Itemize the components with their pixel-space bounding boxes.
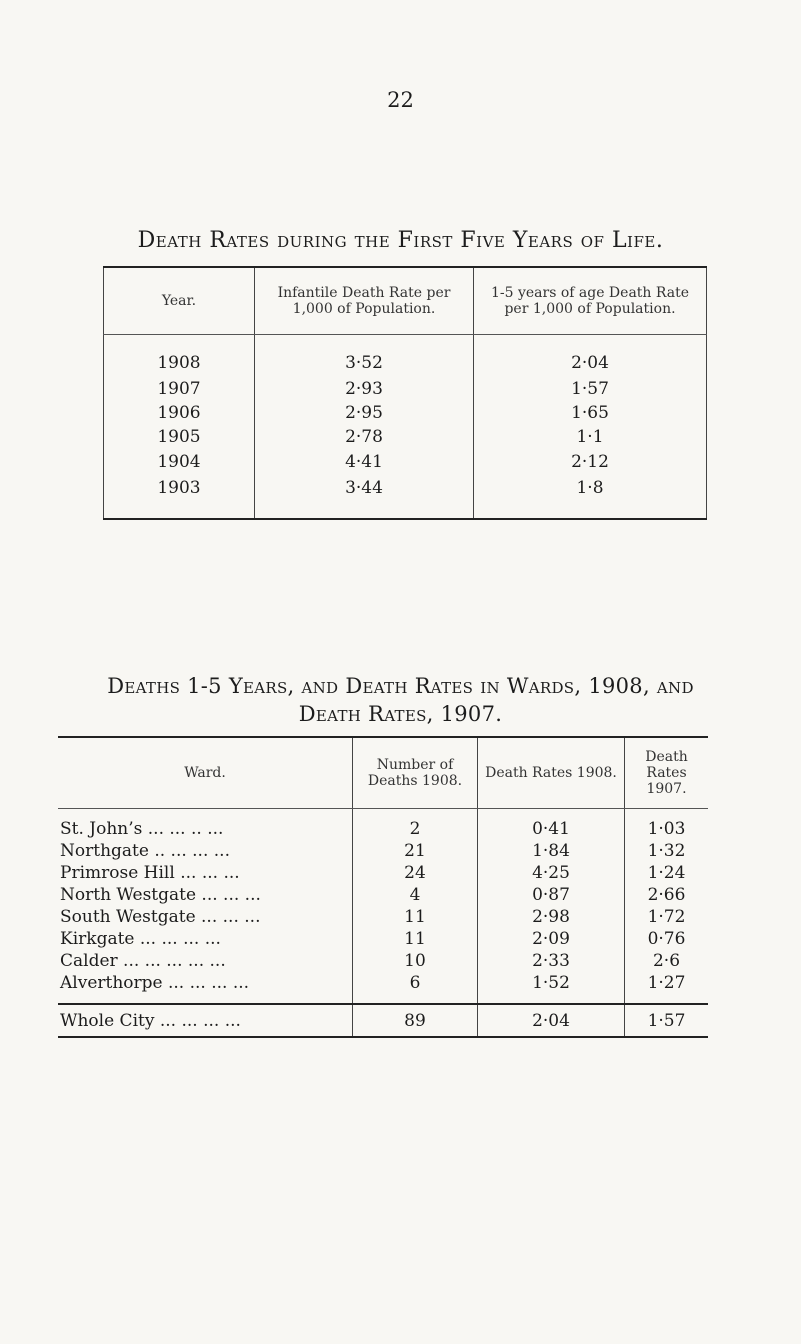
deaths-cell: 11 bbox=[353, 928, 478, 950]
rate-1907-cell: 1·03 bbox=[625, 809, 709, 841]
page-number: 22 bbox=[387, 88, 414, 112]
death-rates-table bbox=[103, 266, 707, 520]
total-rate-1907-cell: 1·57 bbox=[625, 1004, 709, 1037]
infantile-rate-cell: 3·52 bbox=[255, 335, 474, 377]
rate-1908-cell: 2·98 bbox=[478, 906, 625, 928]
year-cell: 1904 bbox=[104, 450, 255, 474]
rate-1908-cell: 0·87 bbox=[478, 884, 625, 906]
table-row bbox=[104, 474, 707, 519]
age-1-5-rate-header: 1-5 years of age Death Rate per 1,000 of Population. bbox=[474, 267, 707, 335]
rate-1908-header: Death Rates 1908. bbox=[478, 737, 625, 809]
table1-title: Death Rates during the First Five Years of Life. bbox=[137, 228, 664, 253]
infantile-rate-cell: 4·41 bbox=[255, 450, 474, 474]
deaths-cell: 10 bbox=[353, 950, 478, 972]
deaths-cell: 24 bbox=[353, 862, 478, 884]
table-row bbox=[104, 401, 707, 425]
rate-1907-cell: 1·24 bbox=[625, 862, 709, 884]
rate-1908-cell: 2·33 bbox=[478, 950, 625, 972]
table-row bbox=[58, 950, 708, 972]
deaths-cell: 11 bbox=[353, 906, 478, 928]
ward-name-cell: Primrose Hill ... ... ... bbox=[60, 863, 240, 883]
table-row bbox=[58, 928, 708, 950]
ward-name-cell: Kirkgate ... ... ... ... bbox=[60, 929, 221, 949]
rate-1908-cell: 1·52 bbox=[478, 972, 625, 1004]
age-1-5-rate-cell: 2·04 bbox=[474, 335, 707, 377]
rate-1907-cell: 2·6 bbox=[625, 950, 709, 972]
ward-name-cell: Calder ... ... ... ... ... bbox=[60, 951, 226, 971]
rate-1908-cell: 4·25 bbox=[478, 862, 625, 884]
table-row bbox=[104, 450, 707, 474]
infantile-rate-cell: 2·93 bbox=[255, 377, 474, 401]
infantile-rate-cell: 2·95 bbox=[255, 401, 474, 425]
ward-name-cell: St. John’s ... ... .. ... bbox=[60, 819, 224, 839]
total-deaths-cell: 89 bbox=[353, 1004, 478, 1037]
rate-1907-cell: 0·76 bbox=[625, 928, 709, 950]
rate-1907-cell: 1·72 bbox=[625, 906, 709, 928]
table-row bbox=[104, 335, 707, 377]
year-header: Year. bbox=[104, 267, 255, 335]
rate-1907-header: Death Rates 1907. bbox=[625, 737, 709, 809]
rate-1908-cell: 0·41 bbox=[478, 809, 625, 841]
rate-1907-cell: 1·27 bbox=[625, 972, 709, 1004]
ward-name-cell: Northgate .. ... ... ... bbox=[60, 841, 230, 861]
ward-name-cell: South Westgate ... ... ... bbox=[60, 907, 261, 927]
total-label-cell: Whole City ... ... ... ... bbox=[58, 1004, 353, 1037]
deaths-cell: 6 bbox=[353, 972, 478, 1004]
age-1-5-rate-cell: 1·1 bbox=[474, 425, 707, 449]
year-cell: 1907 bbox=[104, 377, 255, 401]
infantile-rate-cell: 3·44 bbox=[255, 474, 474, 519]
ward-header: Ward. bbox=[58, 737, 353, 809]
table2-title-line2: Death Rates, 1907. bbox=[298, 702, 503, 726]
deaths-1908-header: Number of Deaths 1908. bbox=[353, 737, 478, 809]
age-1-5-rate-cell: 1·57 bbox=[474, 377, 707, 401]
table-row bbox=[58, 972, 708, 1004]
table2-title-line1: Deaths 1-5 Years, and Death Rates in Wards, 1908, and bbox=[107, 674, 694, 698]
deaths-cell: 4 bbox=[353, 884, 478, 906]
table-row bbox=[58, 862, 708, 884]
rate-1908-cell: 1·84 bbox=[478, 840, 625, 862]
year-cell: 1908 bbox=[104, 335, 255, 377]
year-cell: 1903 bbox=[104, 474, 255, 519]
rate-1907-cell: 2·66 bbox=[625, 884, 709, 906]
total-rate-1908-cell: 2·04 bbox=[478, 1004, 625, 1037]
age-1-5-rate-cell: 1·8 bbox=[474, 474, 707, 519]
deaths-cell: 2 bbox=[353, 809, 478, 841]
year-cell: 1906 bbox=[104, 401, 255, 425]
age-1-5-rate-cell: 1·65 bbox=[474, 401, 707, 425]
rate-1907-cell: 1·32 bbox=[625, 840, 709, 862]
table-row bbox=[58, 840, 708, 862]
age-1-5-rate-cell: 2·12 bbox=[474, 450, 707, 474]
table-row bbox=[58, 809, 708, 841]
table-row bbox=[58, 906, 708, 928]
ward-deaths-table bbox=[58, 736, 708, 1038]
total-row bbox=[58, 1004, 708, 1037]
table-row bbox=[104, 425, 707, 449]
rate-1908-cell: 2·09 bbox=[478, 928, 625, 950]
deaths-cell: 21 bbox=[353, 840, 478, 862]
infantile-rate-cell: 2·78 bbox=[255, 425, 474, 449]
table-row bbox=[58, 884, 708, 906]
ward-name-cell: Alverthorpe ... ... ... ... bbox=[58, 972, 353, 1004]
year-cell: 1905 bbox=[104, 425, 255, 449]
table-row bbox=[104, 377, 707, 401]
ward-name-cell: North Westgate ... ... ... bbox=[60, 885, 261, 905]
infantile-rate-header: Infantile Death Rate per 1,000 of Population. bbox=[255, 267, 474, 335]
